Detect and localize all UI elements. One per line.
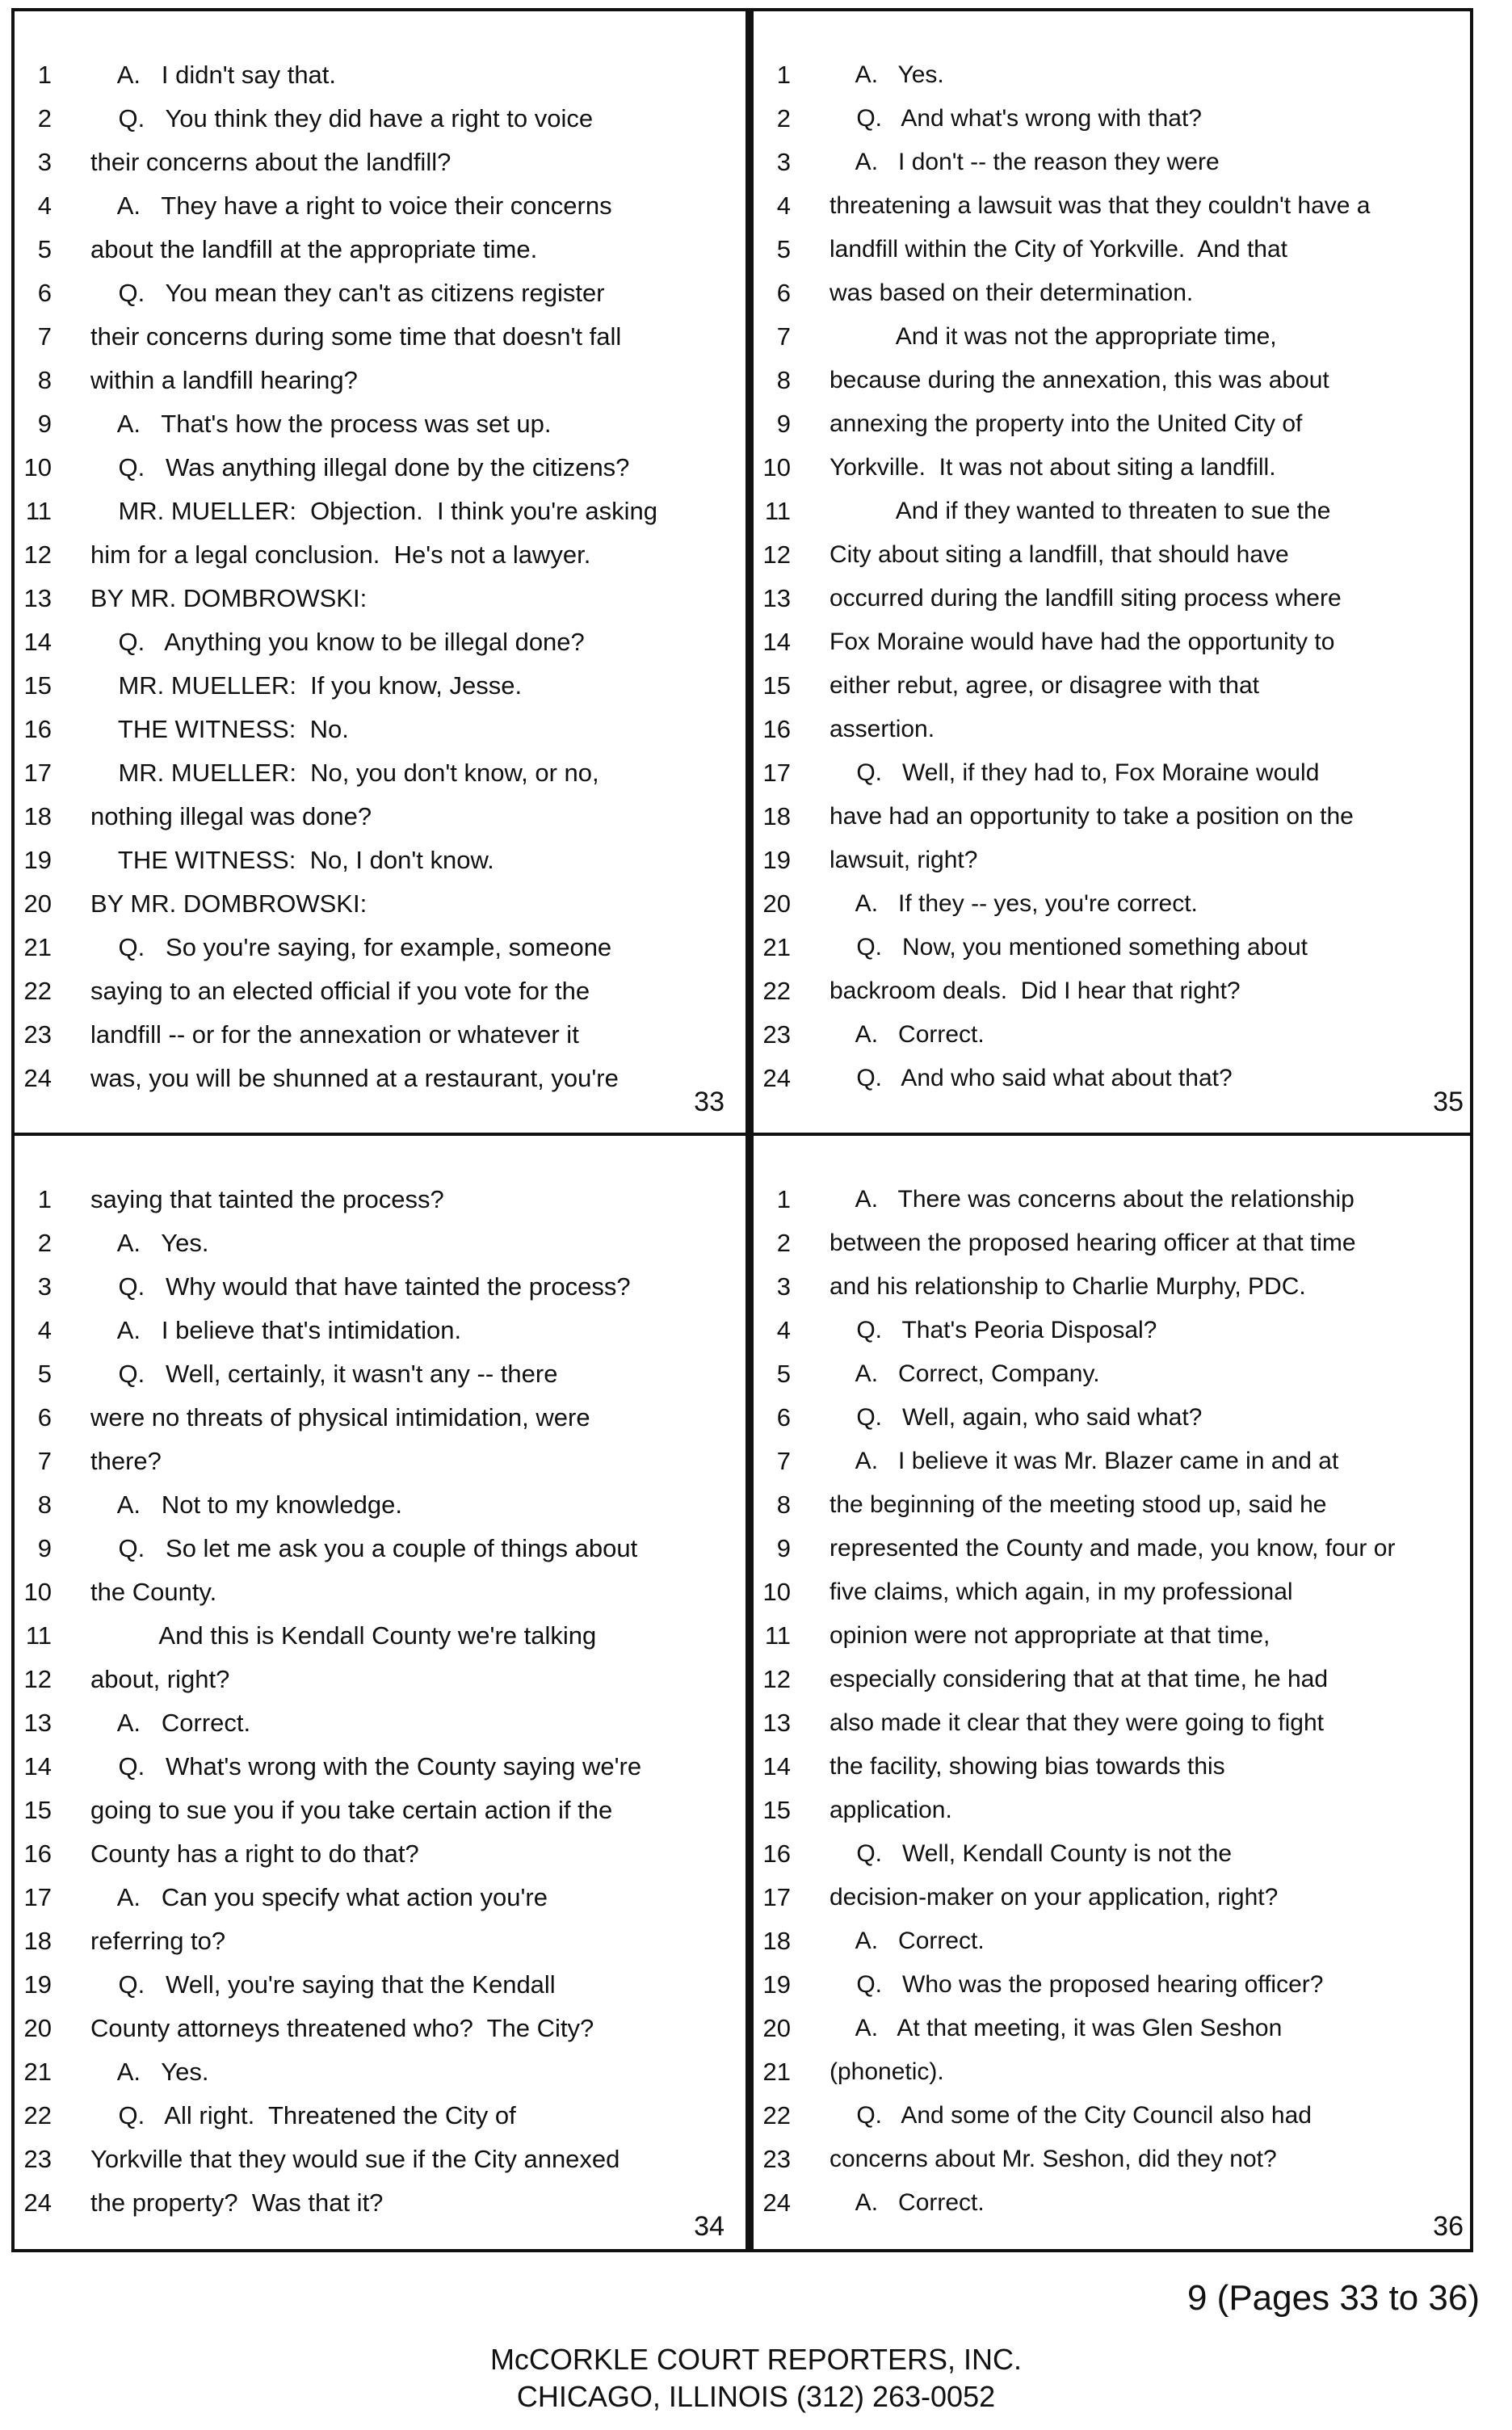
line-text: A. Correct. bbox=[90, 1709, 251, 1737]
line-number: 16 bbox=[762, 715, 791, 743]
line-number: 7 bbox=[37, 322, 52, 351]
line-number: 17 bbox=[762, 759, 791, 787]
line-number: 22 bbox=[762, 2101, 791, 2129]
line-text: A. I didn't say that. bbox=[90, 61, 337, 89]
line-number: 20 bbox=[762, 889, 791, 918]
line-text: their concerns during some time that doesn't fall bbox=[90, 322, 622, 351]
line-number: 18 bbox=[23, 802, 52, 830]
line-number: 16 bbox=[23, 715, 52, 743]
line-text: landfill within the City of Yorkville. And that bbox=[830, 236, 1287, 263]
line-number: 24 bbox=[762, 1064, 791, 1092]
line-number: 18 bbox=[762, 802, 791, 830]
line-text: were no threats of physical intimidation, were bbox=[90, 1403, 590, 1432]
line-text: going to sue you if you take certain action if the bbox=[90, 1796, 613, 1824]
line-text: also made it clear that they were going to fight bbox=[830, 1709, 1325, 1736]
line-text: A. Can you specify what action you're bbox=[90, 1883, 548, 1911]
line-text: especially considering that at that time, he had bbox=[830, 1666, 1329, 1692]
transcript-panel-page-33 bbox=[15, 11, 737, 1129]
line-text: A. There was concerns about the relationship bbox=[830, 1186, 1354, 1213]
line-text: the property? Was that it? bbox=[90, 2188, 384, 2217]
line-text: occurred during the landfill siting process where bbox=[830, 585, 1342, 612]
line-number: 1 bbox=[37, 61, 52, 89]
line-number: 11 bbox=[764, 497, 791, 525]
line-number: 12 bbox=[762, 540, 791, 569]
line-number: 17 bbox=[23, 759, 52, 787]
line-text: assertion. bbox=[830, 716, 935, 742]
line-text: landfill -- or for the annexation or whatever it bbox=[90, 1020, 579, 1049]
line-text: City about siting a landfill, that should have bbox=[830, 541, 1289, 568]
line-number: 23 bbox=[23, 2145, 52, 2173]
line-text: within a landfill hearing? bbox=[90, 366, 358, 394]
line-text: Q. Well, if they had to, Fox Moraine would bbox=[830, 759, 1320, 786]
line-number: 15 bbox=[23, 1796, 52, 1824]
line-text: about the landfill at the appropriate time. bbox=[90, 235, 538, 263]
line-text: Q. Who was the proposed hearing officer? bbox=[830, 1971, 1324, 1998]
line-text: Q. You think they did have a right to voice bbox=[90, 104, 594, 132]
line-text: A. I believe that's intimidation. bbox=[90, 1316, 462, 1344]
line-number: 21 bbox=[23, 933, 52, 961]
line-number: 14 bbox=[23, 1752, 52, 1780]
line-text: referring to? bbox=[90, 1927, 226, 1955]
line-number: 20 bbox=[23, 2014, 52, 2042]
page-number: 35 bbox=[1433, 1087, 1464, 1117]
line-number: 9 bbox=[37, 1534, 52, 1562]
line-text: Fox Moraine would have had the opportunity to bbox=[830, 629, 1335, 655]
line-text: County attorneys threatened who? The City? bbox=[90, 2014, 594, 2042]
line-text: A. At that meeting, it was Glen Seshon bbox=[830, 2015, 1283, 2041]
line-text: the facility, showing bias towards this bbox=[830, 1753, 1225, 1780]
line-number: 22 bbox=[23, 2101, 52, 2129]
line-number: 7 bbox=[776, 1447, 791, 1475]
line-text: Q. Anything you know to be illegal done? bbox=[90, 628, 585, 656]
footer-company: McCORKLE COURT REPORTERS, INC. bbox=[489, 2343, 1023, 2376]
line-text: lawsuit, right? bbox=[830, 847, 978, 873]
line-text: and his relationship to Charlie Murphy, PDC. bbox=[830, 1273, 1306, 1300]
line-number: 8 bbox=[37, 1490, 52, 1519]
line-text: BY MR. DOMBROWSKI: bbox=[90, 584, 368, 612]
line-number: 2 bbox=[776, 1229, 791, 1257]
line-text: A. Yes. bbox=[830, 61, 944, 88]
line-number: 10 bbox=[23, 1578, 52, 1606]
line-number: 7 bbox=[37, 1447, 52, 1475]
line-text: decision-maker on your application, right? bbox=[830, 1884, 1279, 1911]
line-number: 5 bbox=[776, 1360, 791, 1388]
line-text: Q. You mean they can't as citizens register bbox=[90, 279, 605, 307]
line-number: 9 bbox=[776, 410, 791, 438]
line-text: Q. So let me ask you a couple of things about bbox=[90, 1534, 638, 1562]
line-text: between the proposed hearing officer at that time bbox=[830, 1230, 1356, 1256]
line-number: 15 bbox=[762, 1796, 791, 1824]
line-number: 11 bbox=[764, 1621, 791, 1650]
line-number: 16 bbox=[23, 1839, 52, 1868]
line-text: A. I believe it was Mr. Blazer came in and at bbox=[830, 1448, 1339, 1474]
line-text: was based on their determination. bbox=[830, 280, 1194, 306]
line-text: A. Correct. bbox=[830, 1928, 985, 1954]
line-text: And if they wanted to threaten to sue the bbox=[830, 498, 1331, 524]
line-text: A. That's how the process was set up. bbox=[90, 410, 552, 438]
line-text: the beginning of the meeting stood up, said he bbox=[830, 1491, 1327, 1518]
line-number: 19 bbox=[23, 846, 52, 874]
line-text: Q. Why would that have tainted the process? bbox=[90, 1272, 631, 1301]
line-number: 11 bbox=[25, 497, 52, 525]
line-text: A. Correct. bbox=[830, 2189, 985, 2216]
line-number: 3 bbox=[37, 148, 52, 176]
line-text: Yorkville. It was not about siting a landfill. bbox=[830, 454, 1276, 481]
line-number: 21 bbox=[762, 2058, 791, 2086]
line-number: 24 bbox=[23, 1064, 52, 1092]
line-text: Q. And who said what about that? bbox=[830, 1065, 1233, 1091]
line-number: 19 bbox=[762, 1970, 791, 1999]
line-text: And this is Kendall County we're talking bbox=[90, 1621, 597, 1650]
footer-contact: CHICAGO, ILLINOIS (312) 263-0052 bbox=[516, 2380, 996, 2413]
line-text: because during the annexation, this was about bbox=[830, 367, 1329, 393]
line-number: 13 bbox=[23, 1709, 52, 1737]
line-number: 9 bbox=[37, 410, 52, 438]
line-number: 22 bbox=[762, 977, 791, 1005]
line-number: 6 bbox=[37, 279, 52, 307]
transcript-panel-page-34 bbox=[15, 1136, 737, 2254]
line-number: 12 bbox=[23, 1665, 52, 1693]
line-text: Q. All right. Threatened the City of bbox=[90, 2101, 516, 2129]
line-text: either rebut, agree, or disagree with that bbox=[830, 672, 1259, 699]
line-number: 5 bbox=[776, 235, 791, 263]
line-number: 10 bbox=[762, 1578, 791, 1606]
line-number: 4 bbox=[776, 1316, 791, 1344]
line-text: him for a legal conclusion. He's not a lawyer. bbox=[90, 540, 591, 569]
horizontal-divider bbox=[15, 1133, 1470, 1136]
line-text: MR. MUELLER: Objection. I think you're asking bbox=[90, 497, 657, 525]
line-text: Q. Now, you mentioned something about bbox=[830, 934, 1308, 961]
line-number: 13 bbox=[23, 584, 52, 612]
page-number: 33 bbox=[694, 1087, 724, 1117]
line-number: 14 bbox=[23, 628, 52, 656]
line-text: concerns about Mr. Seshon, did they not? bbox=[830, 2146, 1277, 2172]
line-text: MR. MUELLER: No, you don't know, or no, bbox=[90, 759, 599, 787]
line-text: County has a right to do that? bbox=[90, 1839, 419, 1868]
line-text: Q. Well, you're saying that the Kendall bbox=[90, 1970, 556, 1999]
line-text: Q. What's wrong with the County saying we're bbox=[90, 1752, 642, 1780]
line-text: Q. Well, again, who said what? bbox=[830, 1404, 1203, 1431]
line-number: 4 bbox=[37, 1316, 52, 1344]
line-number: 12 bbox=[762, 1665, 791, 1693]
line-number: 6 bbox=[776, 279, 791, 307]
line-number: 4 bbox=[776, 191, 791, 220]
line-text: A. Yes. bbox=[90, 2058, 209, 2086]
line-number: 23 bbox=[23, 1020, 52, 1049]
line-text: saying to an elected official if you vote for the bbox=[90, 977, 590, 1005]
vertical-divider bbox=[746, 11, 754, 2249]
line-text: THE WITNESS: No, I don't know. bbox=[90, 846, 494, 874]
line-number: 23 bbox=[762, 1020, 791, 1049]
line-number: 2 bbox=[776, 104, 791, 132]
line-text: annexing the property into the United City of bbox=[830, 410, 1303, 437]
line-text: A. Not to my knowledge. bbox=[90, 1490, 402, 1519]
line-text: THE WITNESS: No. bbox=[90, 715, 349, 743]
line-number: 6 bbox=[37, 1403, 52, 1432]
line-text: Q. And what's wrong with that? bbox=[830, 105, 1202, 132]
line-number: 20 bbox=[762, 2014, 791, 2042]
line-number: 17 bbox=[762, 1883, 791, 1911]
transcript-sheet bbox=[11, 8, 1473, 2252]
line-text: the County. bbox=[90, 1578, 217, 1606]
line-text: five claims, which again, in my professional bbox=[830, 1579, 1293, 1605]
line-number: 15 bbox=[762, 671, 791, 700]
line-number: 10 bbox=[23, 453, 52, 481]
line-text: Q. That's Peoria Disposal? bbox=[830, 1317, 1157, 1343]
line-number: 3 bbox=[37, 1272, 52, 1301]
line-text: nothing illegal was done? bbox=[90, 802, 372, 830]
line-number: 21 bbox=[762, 933, 791, 961]
line-number: 24 bbox=[762, 2188, 791, 2217]
line-text: was, you will be shunned at a restaurant, you're bbox=[90, 1064, 619, 1092]
line-number: 12 bbox=[23, 540, 52, 569]
line-number: 3 bbox=[776, 1272, 791, 1301]
page-number: 34 bbox=[694, 2211, 724, 2242]
line-text: A. If they -- yes, you're correct. bbox=[830, 890, 1198, 917]
line-number: 13 bbox=[762, 1709, 791, 1737]
line-text: Q. And some of the City Council also had bbox=[830, 2102, 1312, 2129]
line-number: 4 bbox=[37, 191, 52, 220]
line-number: 19 bbox=[23, 1970, 52, 1999]
line-text: Yorkville that they would sue if the City annexed bbox=[90, 2145, 620, 2173]
page-number: 36 bbox=[1433, 2211, 1464, 2242]
line-number: 1 bbox=[776, 1185, 791, 1213]
line-number: 21 bbox=[23, 2058, 52, 2086]
transcript-panel-page-36 bbox=[754, 1136, 1476, 2254]
line-text: Q. So you're saying, for example, someone bbox=[90, 933, 612, 961]
line-number: 16 bbox=[762, 1839, 791, 1868]
line-text: (phonetic). bbox=[830, 2058, 944, 2085]
line-number: 1 bbox=[37, 1185, 52, 1213]
line-number: 8 bbox=[776, 366, 791, 394]
line-text: threatening a lawsuit was that they couldn't have a bbox=[830, 192, 1371, 219]
line-text: MR. MUELLER: If you know, Jesse. bbox=[90, 671, 523, 700]
line-text: Q. Was anything illegal done by the citizens? bbox=[90, 453, 630, 481]
line-text: A. Correct. bbox=[830, 1021, 985, 1048]
transcript-panel-page-35 bbox=[754, 11, 1476, 1129]
line-text: have had an opportunity to take a position on the bbox=[830, 803, 1354, 830]
line-text: A. Yes. bbox=[90, 1229, 209, 1257]
line-number: 8 bbox=[37, 366, 52, 394]
line-number: 24 bbox=[23, 2188, 52, 2217]
line-number: 5 bbox=[37, 235, 52, 263]
line-number: 23 bbox=[762, 2145, 791, 2173]
line-text: there? bbox=[90, 1447, 162, 1475]
line-text: A. I don't -- the reason they were bbox=[830, 149, 1220, 175]
line-number: 22 bbox=[23, 977, 52, 1005]
line-number: 9 bbox=[776, 1534, 791, 1562]
line-number: 6 bbox=[776, 1403, 791, 1432]
line-text: represented the County and made, you know, four or bbox=[830, 1535, 1396, 1562]
line-number: 2 bbox=[37, 104, 52, 132]
line-number: 10 bbox=[762, 453, 791, 481]
line-text: Q. Well, Kendall County is not the bbox=[830, 1840, 1233, 1867]
line-text: saying that tainted the process? bbox=[90, 1185, 444, 1213]
line-number: 7 bbox=[776, 322, 791, 351]
line-text: A. Correct, Company. bbox=[830, 1360, 1100, 1387]
line-text: backroom deals. Did I hear that right? bbox=[830, 977, 1241, 1004]
line-text: application. bbox=[830, 1797, 952, 1823]
line-text: BY MR. DOMBROWSKI: bbox=[90, 889, 368, 918]
line-number: 14 bbox=[762, 1752, 791, 1780]
line-number: 18 bbox=[762, 1927, 791, 1955]
line-number: 17 bbox=[23, 1883, 52, 1911]
line-number: 20 bbox=[23, 889, 52, 918]
line-number: 15 bbox=[23, 671, 52, 700]
line-text: about, right? bbox=[90, 1665, 230, 1693]
line-text: Q. Well, certainly, it wasn't any -- there bbox=[90, 1360, 558, 1388]
line-number: 8 bbox=[776, 1490, 791, 1519]
line-number: 1 bbox=[776, 61, 791, 89]
line-number: 19 bbox=[762, 846, 791, 874]
line-text: A. They have a right to voice their concerns bbox=[90, 191, 612, 220]
line-number: 5 bbox=[37, 1360, 52, 1388]
line-number: 14 bbox=[762, 628, 791, 656]
line-number: 2 bbox=[37, 1229, 52, 1257]
page-range-label: 9 (Pages 33 to 36) bbox=[1186, 2278, 1480, 2318]
line-number: 11 bbox=[25, 1621, 52, 1650]
line-number: 3 bbox=[776, 148, 791, 176]
line-text: opinion were not appropriate at that time, bbox=[830, 1622, 1270, 1649]
line-text: And it was not the appropriate time, bbox=[830, 323, 1277, 350]
line-number: 13 bbox=[762, 584, 791, 612]
line-number: 18 bbox=[23, 1927, 52, 1955]
line-text: their concerns about the landfill? bbox=[90, 148, 452, 176]
